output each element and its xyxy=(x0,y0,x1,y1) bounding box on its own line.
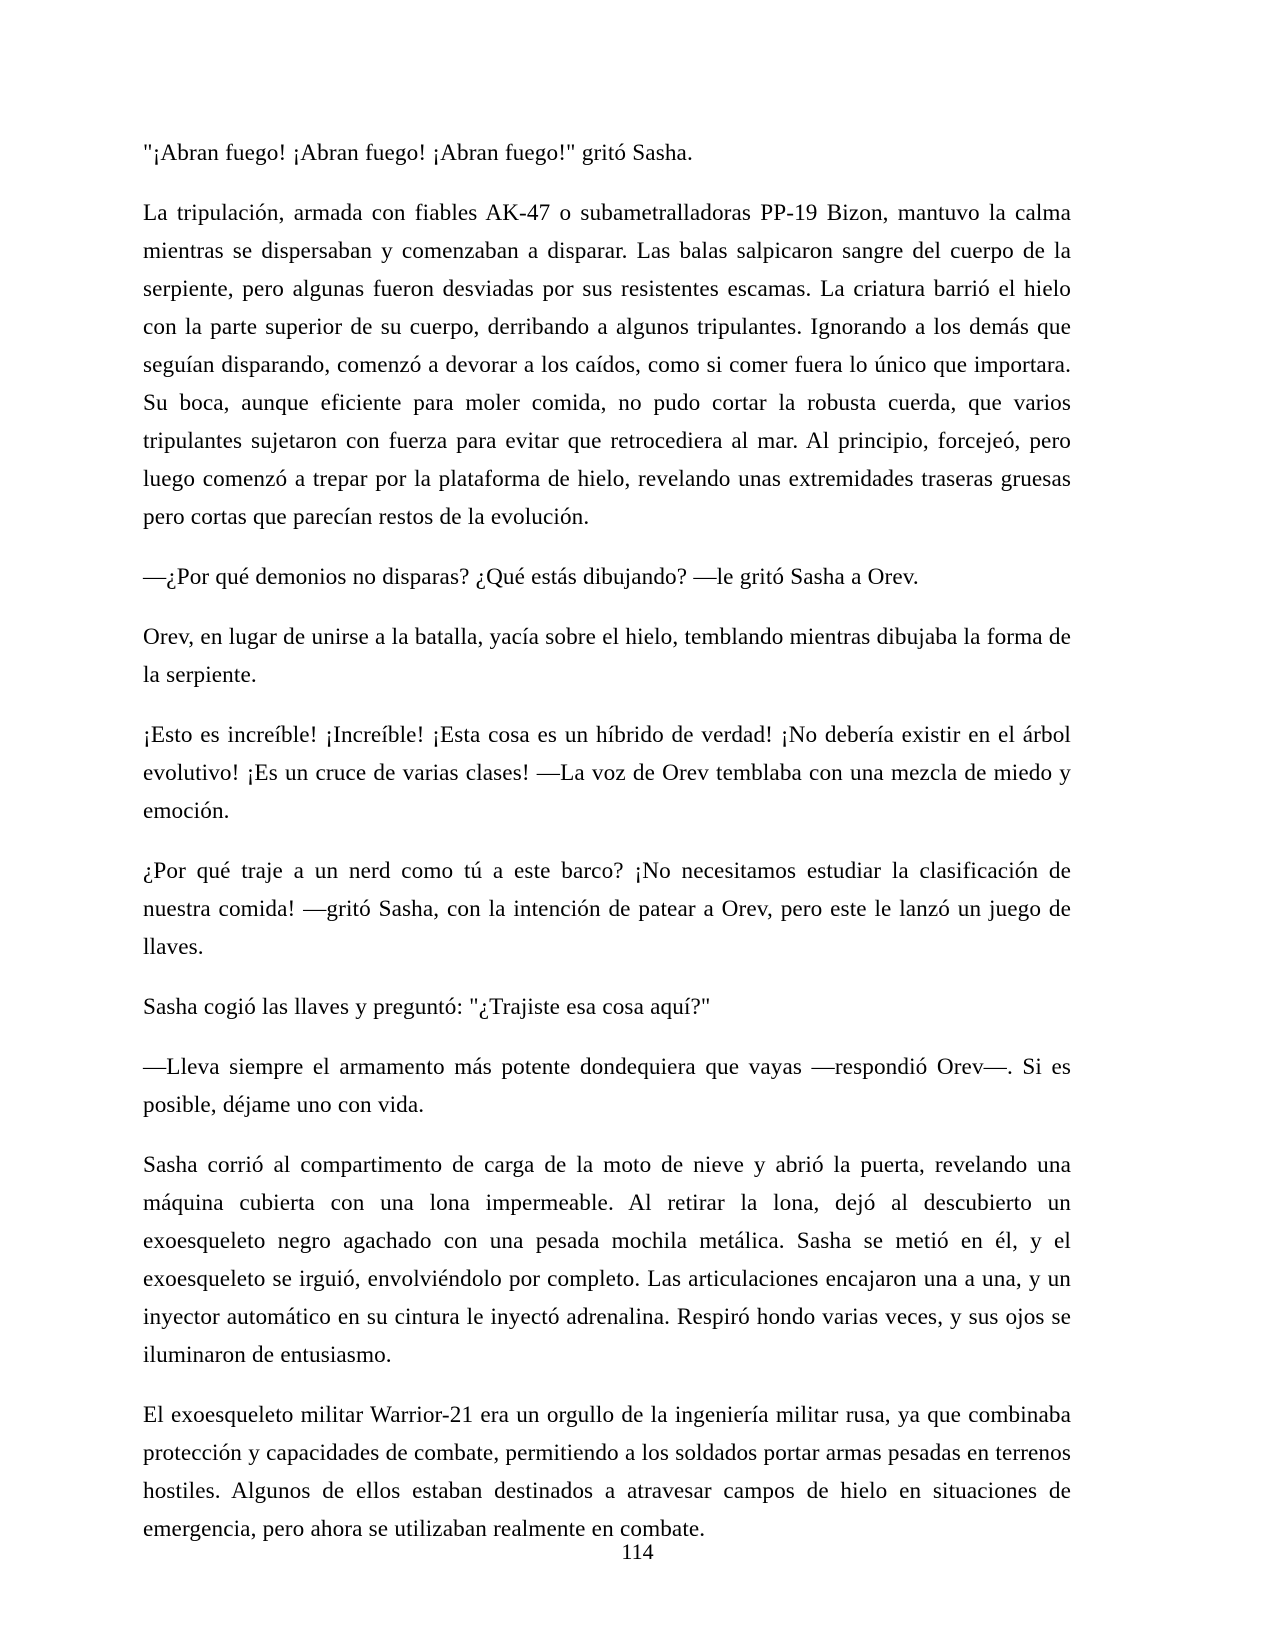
paragraph: —Lleva siempre el armamento más potente dondequiera que vayas —respondió Orev—. Si es posible, déjame uno con vida. xyxy=(143,1054,1071,1118)
paragraph: Orev, en lugar de unirse a la batalla, yacía sobre el hielo, temblando mientras dibujaba la forma de la serpiente. xyxy=(143,624,1071,688)
paragraph: "¡Abran fuego! ¡Abran fuego! ¡Abran fuego!" gritó Sasha. xyxy=(143,140,693,166)
paragraph: La tripulación, armada con fiables AK-47 o subametralladoras PP-19 Bizon, mantuvo la calma mientras se dispersaban y comenzaban a disparar. Las balas salpicaron sangre del cuerpo de la serpiente, pero algunas fueron desviadas por sus resistentes escamas. La criatura barrió el hielo con la parte superior de su cuerpo, derribando a algunos tripulantes. Ignorando a los demás que seguían disparando, comenzó a devorar a los caídos, como si comer fuera lo único que importara. Su boca, aunque eficiente para moler comida, no pudo cortar la robusta cuerda, que varios tripulantes sujetaron con fuerza para evitar que retrocediera al mar. Al principio, forcejeó, pero luego comenzó a trepar por la plataforma de hielo, revelando unas extremidades traseras gruesas pero cortas que parecían restos de la evolución. xyxy=(143,200,1071,530)
paragraph: El exoesqueleto militar Warrior-21 era un orgullo de la ingeniería militar rusa, ya que combinaba protección y capacidades de combate, permitiendo a los soldados portar armas pesadas en terrenos hostiles. Algunos de ellos estaban destinados a atravesar campos de hielo en situaciones de emergencia, pero ahora se utilizaban realmente en combate. xyxy=(143,1402,1071,1542)
page-body-text xyxy=(143,134,1071,1548)
paragraph: ¡Esto es increíble! ¡Increíble! ¡Esta cosa es un híbrido de verdad! ¡No debería existir en el árbol evolutivo! ¡Es un cruce de varias clases! —La voz de Orev temblaba con una mezcla de miedo y emoción. xyxy=(143,722,1071,824)
paragraph: Sasha corrió al compartimento de carga de la moto de nieve y abrió la puerta, revelando una máquina cubierta con una lona impermeable. Al retirar la lona, dejó al descubierto un exoesqueleto negro agachado con una pesada mochila metálica. Sasha se metió en él, y el exoesqueleto se irguió, envolviéndolo por completo. Las articulaciones encajaron una a una, y un inyector automático en su cintura le inyectó adrenalina. Respiró hondo varias veces, y sus ojos se iluminaron de entusiasmo. xyxy=(143,1152,1071,1368)
paragraph: —¿Por qué demonios no disparas? ¿Qué estás dibujando? —le gritó Sasha a Orev. xyxy=(143,564,919,590)
paragraph: Sasha cogió las llaves y preguntó: "¿Trajiste esa cosa aquí?" xyxy=(143,994,711,1020)
page-number: 114 xyxy=(621,1539,654,1564)
paragraph: ¿Por qué traje a un nerd como tú a este barco? ¡No necesitamos estudiar la clasificación de nuestra comida! —gritó Sasha, con la intención de patear a Orev, pero este le lanzó un juego de llaves. xyxy=(143,858,1071,960)
